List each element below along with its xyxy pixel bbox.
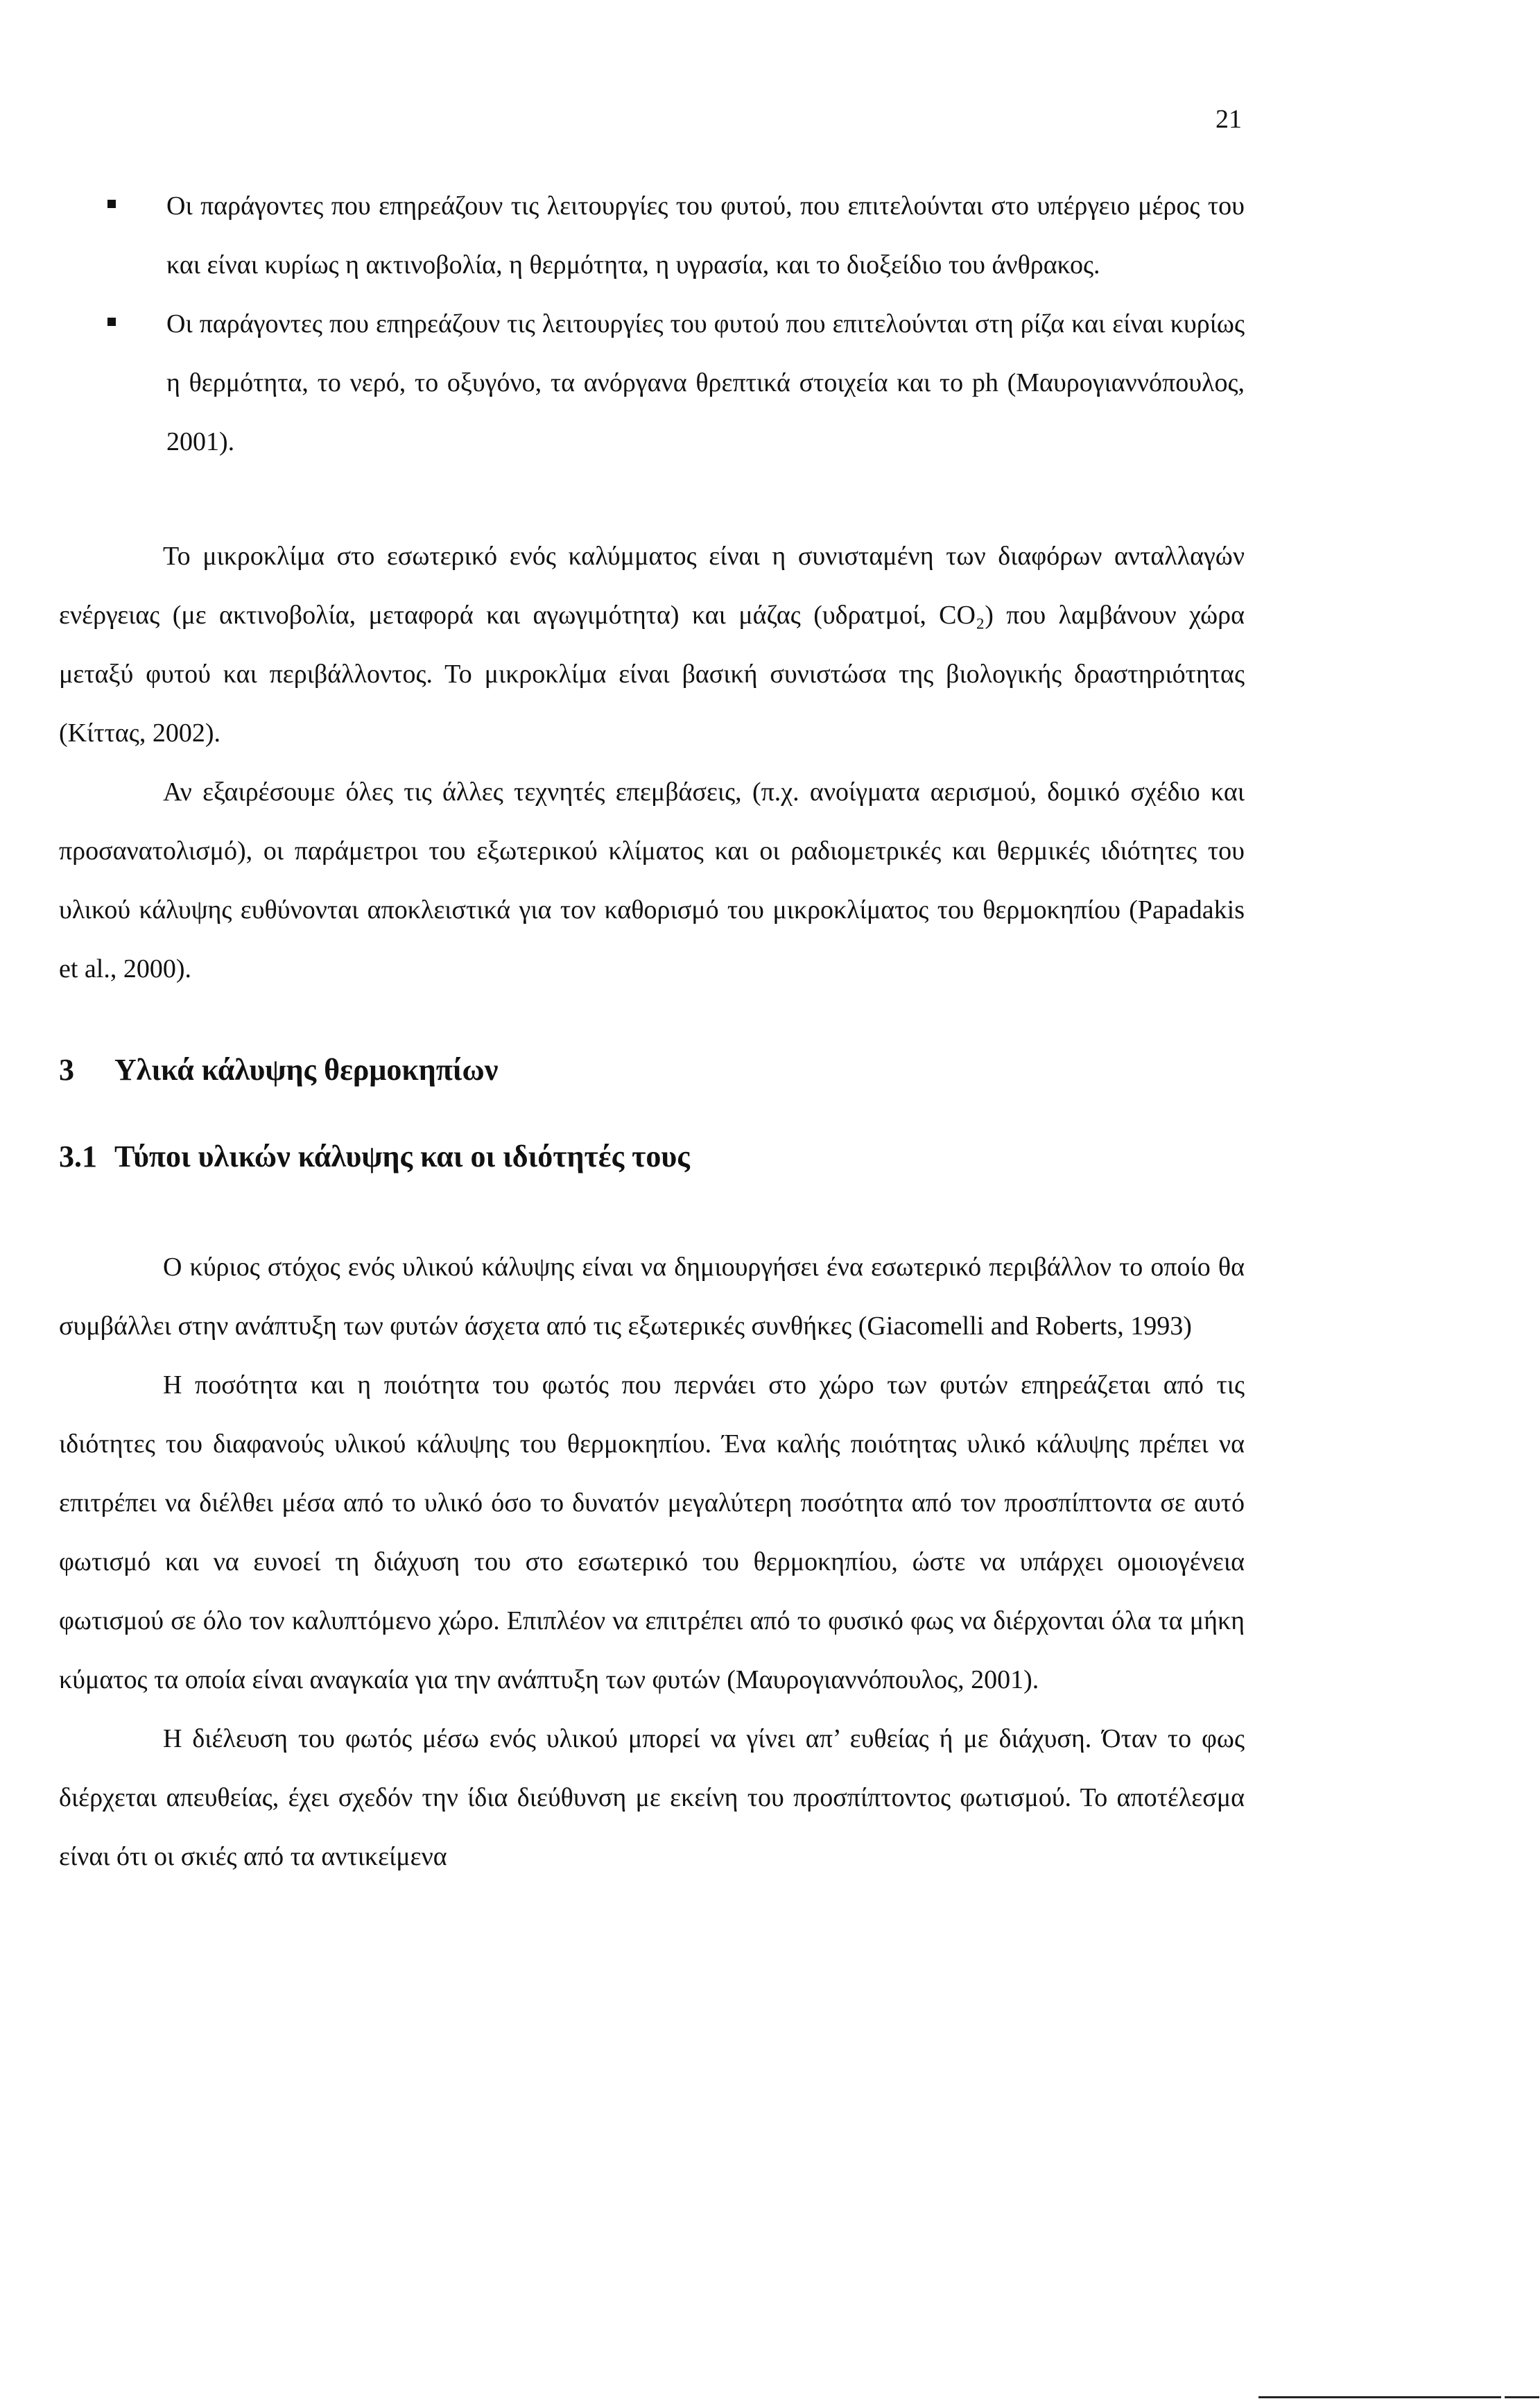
paragraph-microclimate: Το μικροκλίμα στο εσωτερικό ενός καλύμματος είναι η συνισταμένη των διαφόρων ανταλλαγών ενέργειας (με ακτινοβολία, μεταφορά και αγωγιμότητα) και μάζας (υδρατμοί, CO₂) που λαμβάνουν χώρα μεταξύ φυτού και περιβάλλοντος. Το μικροκλίμα είναι βασική συνιστώσα της βιολογικής δραστηριότητας (Κίττας, 2002).: [59, 542, 1245, 748]
footer-rule: [1258, 2396, 1501, 2398]
paragraph-interventions: Αν εξαιρέσουμε όλες τις άλλες τεχνητές επεμβάσεις, (π.χ. ανοίγματα αερισμού, δομικό σχέδιο και προσανατολισμό), οι παράμετροι του εξωτερικού κλίματος και οι ραδιομετρικές και θερμικές ιδιότητες του υλικού κάλυψης ευθύνονται αποκλειστικά για τον καθορισμό του μικροκλίματος του θερμοκηπίου (Papadakis et al., 2000).: [59, 777, 1245, 983]
paragraph-main-goal: Ο κύριος στόχος ενός υλικού κάλυψης είναι να δημιουργήσει ένα εσωτερικό περιβάλλον το οποίο θα συμβάλλει στην ανάπτυξη των φυτών άσχετα από τις εξωτερικές συνθήκες (Giacomelli and Roberts, 1993): [59, 1253, 1245, 1341]
subsection-title: Τύποι υλικών κάλυψης και οι ιδιότητές τους: [114, 1140, 690, 1173]
bullet-text: Οι παράγοντες που επηρεάζουν τις λειτουργίες του φυτού που επιτελούνται στη ρίζα και είναι κυρίως η θερμότητα, το νερό, το οξυγόνο, τα ανόργανα θρεπτικά στοιχεία και το ph (Μαυρογιαννόπουλος, 2001).: [166, 309, 1245, 456]
footer-rule-end: [1505, 2396, 1539, 2398]
square-bullet-icon: [107, 318, 116, 326]
paragraph-light-quality: Η ποσότητα και η ποιότητα του φωτός που περνάει στο χώρο των φυτών επηρεάζεται από τις ιδιότητες του διαφανούς υλικού κάλυψης του θερμοκηπίου. Ένα καλής ποιότητας υλικό κάλυψης πρέπει να επιτρέπει να διέλθει μέσα από το υλικό όσο το δυνατόν μεγαλύτερη ποσότητα από τον προσπίπτοντα σε αυτό φωτισμό και να ευνοεί τη διάχυση του στο εσωτερικό του θερμοκηπίου, ώστε να υπάρχει ομοιογένεια φωτισμού σε όλο τον καλυπτόμενο χώρο. Επιπλέον να επιτρέπει από το φυσικό φως να διέρχονται όλα τα μήκη κύματος τα οποία είναι αναγκαία για την ανάπτυξη των φυτών (Μαυρογιαννόπουλος, 2001).: [59, 1370, 1245, 1694]
list-item: [59, 295, 1245, 472]
section-title: Υλικά κάλυψης θερμοκηπίων: [114, 1053, 499, 1087]
section-number: 3: [59, 1053, 74, 1087]
bullet-text: Οι παράγοντες που επηρεάζουν τις λειτουργίες του φυτού, που επιτελούνται στο υπέργειο μέρος του και είναι κυρίως η ακτινοβολία, η θερμότητα, η υγρασία, και το διοξείδιο του άνθρακος.: [166, 191, 1245, 280]
subsection-number: 3.1: [59, 1140, 97, 1173]
subsection-heading: [59, 1127, 1245, 1186]
document-body: [59, 177, 1245, 1886]
list-item: [59, 177, 1245, 295]
paragraph-transmission: Η διέλευση του φωτός μέσω ενός υλικού μπορεί να γίνει απ’ ευθείας ή με διάχυση. Όταν το φως διέρχεται απευθείας, έχει σχεδόν την ίδια διεύθυνση με εκείνη του προσπίπτοντος φωτισμού. Το αποτέλεσμα είναι ότι οι σκιές από τα αντικείμενα: [59, 1724, 1245, 1871]
section-heading: [59, 1040, 1245, 1099]
square-bullet-icon: [107, 200, 116, 208]
page-number: 21: [1215, 105, 1242, 134]
bullet-list: [59, 177, 1245, 472]
